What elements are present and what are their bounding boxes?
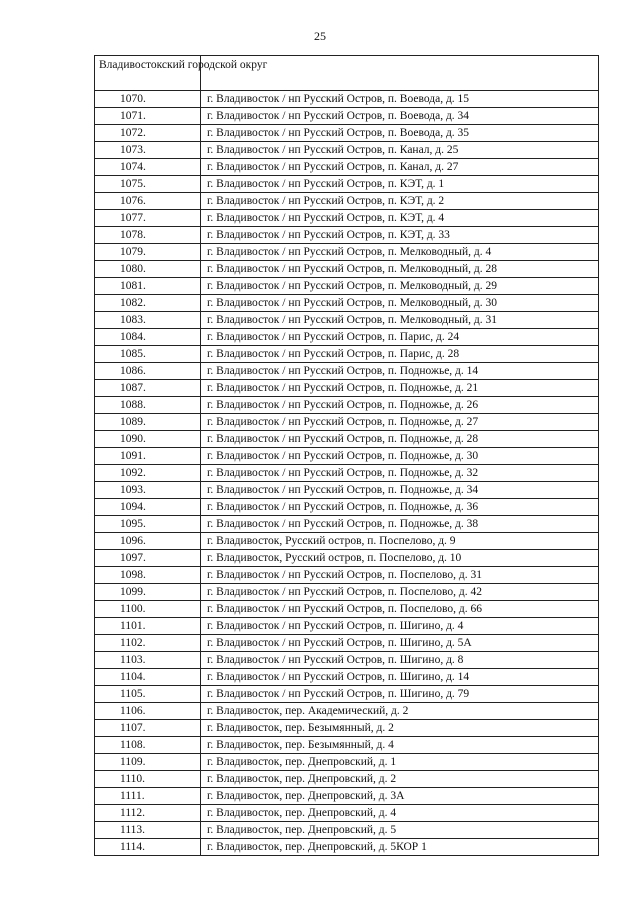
row-number: 1112. [95, 805, 201, 822]
row-address: г. Владивосток / нп Русский Остров, п. Подножье, д. 27 [201, 414, 599, 431]
row-number: 1106. [95, 703, 201, 720]
row-address: г. Владивосток / нп Русский Остров, п. Воевода, д. 35 [201, 125, 599, 142]
row-address: г. Владивосток / нп Русский Остров, п. Мелководный, д. 4 [201, 244, 599, 261]
table-row [95, 516, 599, 533]
row-number: 1075. [95, 176, 201, 193]
row-address: г. Владивосток / нп Русский Остров, п. Мелководный, д. 29 [201, 278, 599, 295]
row-address: г. Владивосток / нп Русский Остров, п. Канал, д. 27 [201, 159, 599, 176]
table-row [95, 159, 599, 176]
row-address: г. Владивосток, Русский остров, п. Поспелово, д. 9 [201, 533, 599, 550]
row-address: г. Владивосток / нп Русский Остров, п. Канал, д. 25 [201, 142, 599, 159]
row-number: 1108. [95, 737, 201, 754]
row-number: 1070. [95, 91, 201, 108]
table-row [95, 91, 599, 108]
row-address: г. Владивосток / нп Русский Остров, п. Поспелово, д. 66 [201, 601, 599, 618]
row-number: 1103. [95, 652, 201, 669]
row-address: г. Владивосток / нп Русский Остров, п. Подножье, д. 21 [201, 380, 599, 397]
row-address: г. Владивосток / нп Русский Остров, п. Воевода, д. 15 [201, 91, 599, 108]
row-address: г. Владивосток, пер. Днепровский, д. 1 [201, 754, 599, 771]
row-address: г. Владивосток / нп Русский Остров, п. КЭТ, д. 33 [201, 227, 599, 244]
district-header: Владивостокский городской округ [95, 56, 201, 91]
table-row [95, 193, 599, 210]
table-row [95, 295, 599, 312]
row-number: 1091. [95, 448, 201, 465]
table-row [95, 499, 599, 516]
row-address: г. Владивосток, пер. Днепровский, д. 5КОР 1 [201, 839, 599, 856]
row-number: 1105. [95, 686, 201, 703]
row-address: г. Владивосток / нп Русский Остров, п. Шигино, д. 79 [201, 686, 599, 703]
table-row [95, 703, 599, 720]
table-row [95, 652, 599, 669]
table-row [95, 669, 599, 686]
row-address: г. Владивосток, пер. Днепровский, д. 3А [201, 788, 599, 805]
table-row [95, 227, 599, 244]
row-number: 1095. [95, 516, 201, 533]
row-address: г. Владивосток, пер. Днепровский, д. 2 [201, 771, 599, 788]
table-row [95, 346, 599, 363]
row-number: 1086. [95, 363, 201, 380]
row-address: г. Владивосток / нп Русский Остров, п. Поспелово, д. 31 [201, 567, 599, 584]
row-number: 1078. [95, 227, 201, 244]
table-row [95, 533, 599, 550]
table-row [95, 142, 599, 159]
table-row [95, 312, 599, 329]
row-number: 1083. [95, 312, 201, 329]
row-address: г. Владивосток, пер. Безымянный, д. 4 [201, 737, 599, 754]
row-number: 1094. [95, 499, 201, 516]
row-number: 1110. [95, 771, 201, 788]
table-row [95, 278, 599, 295]
row-number: 1101. [95, 618, 201, 635]
row-number: 1089. [95, 414, 201, 431]
row-address: г. Владивосток / нп Русский Остров, п. КЭТ, д. 4 [201, 210, 599, 227]
table-row [95, 414, 599, 431]
table-row [95, 618, 599, 635]
table-row [95, 108, 599, 125]
row-number: 1079. [95, 244, 201, 261]
row-address: г. Владивосток / нп Русский Остров, п. Парис, д. 24 [201, 329, 599, 346]
table-row [95, 448, 599, 465]
row-address: г. Владивосток, Русский остров, п. Поспелово, д. 10 [201, 550, 599, 567]
table-row [95, 601, 599, 618]
row-address: г. Владивосток / нп Русский Остров, п. Мелководный, д. 30 [201, 295, 599, 312]
row-number: 1080. [95, 261, 201, 278]
row-address: г. Владивосток, пер. Безымянный, д. 2 [201, 720, 599, 737]
table-row [95, 805, 599, 822]
table-row [95, 686, 599, 703]
row-address: г. Владивосток / нп Русский Остров, п. Шигино, д. 8 [201, 652, 599, 669]
table-row [95, 737, 599, 754]
table-row [95, 329, 599, 346]
row-address: г. Владивосток / нп Русский Остров, п. Шигино, д. 14 [201, 669, 599, 686]
row-number: 1092. [95, 465, 201, 482]
page-number: 25 [314, 29, 326, 43]
row-number: 1082. [95, 295, 201, 312]
table-row [95, 771, 599, 788]
row-number: 1076. [95, 193, 201, 210]
row-address: г. Владивосток / нп Русский Остров, п. Шигино, д. 5А [201, 635, 599, 652]
row-address: г. Владивосток / нп Русский Остров, п. Воевода, д. 34 [201, 108, 599, 125]
table-row [95, 261, 599, 278]
table-row [95, 839, 599, 856]
row-address: г. Владивосток / нп Русский Остров, п. Подножье, д. 28 [201, 431, 599, 448]
row-number: 1074. [95, 159, 201, 176]
row-address: г. Владивосток / нп Русский Остров, п. Мелководный, д. 31 [201, 312, 599, 329]
table-row [95, 822, 599, 839]
row-address: г. Владивосток / нп Русский Остров, п. Мелководный, д. 28 [201, 261, 599, 278]
row-number: 1077. [95, 210, 201, 227]
table-row [95, 788, 599, 805]
table-row [95, 431, 599, 448]
address-table [94, 55, 599, 856]
row-number: 1084. [95, 329, 201, 346]
row-address: г. Владивосток, пер. Днепровский, д. 4 [201, 805, 599, 822]
row-number: 1081. [95, 278, 201, 295]
row-number: 1114. [95, 839, 201, 856]
row-number: 1071. [95, 108, 201, 125]
row-address: г. Владивосток, пер. Академический, д. 2 [201, 703, 599, 720]
row-number: 1100. [95, 601, 201, 618]
table-row [95, 176, 599, 193]
table-row [95, 397, 599, 414]
row-address: г. Владивосток / нп Русский Остров, п. КЭТ, д. 2 [201, 193, 599, 210]
row-number: 1113. [95, 822, 201, 839]
row-number: 1097. [95, 550, 201, 567]
row-number: 1093. [95, 482, 201, 499]
row-address: г. Владивосток / нп Русский Остров, п. Подножье, д. 30 [201, 448, 599, 465]
row-number: 1085. [95, 346, 201, 363]
row-number: 1111. [95, 788, 201, 805]
row-address: г. Владивосток / нп Русский Остров, п. Поспелово, д. 42 [201, 584, 599, 601]
table-row [95, 210, 599, 227]
row-number: 1072. [95, 125, 201, 142]
row-number: 1096. [95, 533, 201, 550]
table-row [95, 584, 599, 601]
table-row [95, 363, 599, 380]
table-row [95, 465, 599, 482]
row-number: 1104. [95, 669, 201, 686]
row-number: 1099. [95, 584, 201, 601]
row-address: г. Владивосток / нп Русский Остров, п. Подножье, д. 26 [201, 397, 599, 414]
row-address: г. Владивосток, пер. Днепровский, д. 5 [201, 822, 599, 839]
table-row [95, 635, 599, 652]
row-number: 1088. [95, 397, 201, 414]
table-row [95, 720, 599, 737]
table-row [95, 754, 599, 771]
table-row [95, 567, 599, 584]
row-number: 1098. [95, 567, 201, 584]
row-number: 1102. [95, 635, 201, 652]
table-row [95, 550, 599, 567]
row-address: г. Владивосток / нп Русский Остров, п. Подножье, д. 36 [201, 499, 599, 516]
table-row [95, 244, 599, 261]
row-address: г. Владивосток / нп Русский Остров, п. Шигино, д. 4 [201, 618, 599, 635]
row-number: 1073. [95, 142, 201, 159]
row-number: 1109. [95, 754, 201, 771]
row-address: г. Владивосток / нп Русский Остров, п. Парис, д. 28 [201, 346, 599, 363]
row-address: г. Владивосток / нп Русский Остров, п. Подножье, д. 34 [201, 482, 599, 499]
row-address: г. Владивосток / нп Русский Остров, п. Подножье, д. 38 [201, 516, 599, 533]
table-row [95, 125, 599, 142]
table-header-row [95, 56, 599, 91]
row-address: г. Владивосток / нп Русский Остров, п. Подножье, д. 14 [201, 363, 599, 380]
row-address: г. Владивосток / нп Русский Остров, п. КЭТ, д. 1 [201, 176, 599, 193]
table-row [95, 380, 599, 397]
row-number: 1090. [95, 431, 201, 448]
table-row [95, 482, 599, 499]
row-number: 1107. [95, 720, 201, 737]
row-number: 1087. [95, 380, 201, 397]
row-address: г. Владивосток / нп Русский Остров, п. Подножье, д. 32 [201, 465, 599, 482]
